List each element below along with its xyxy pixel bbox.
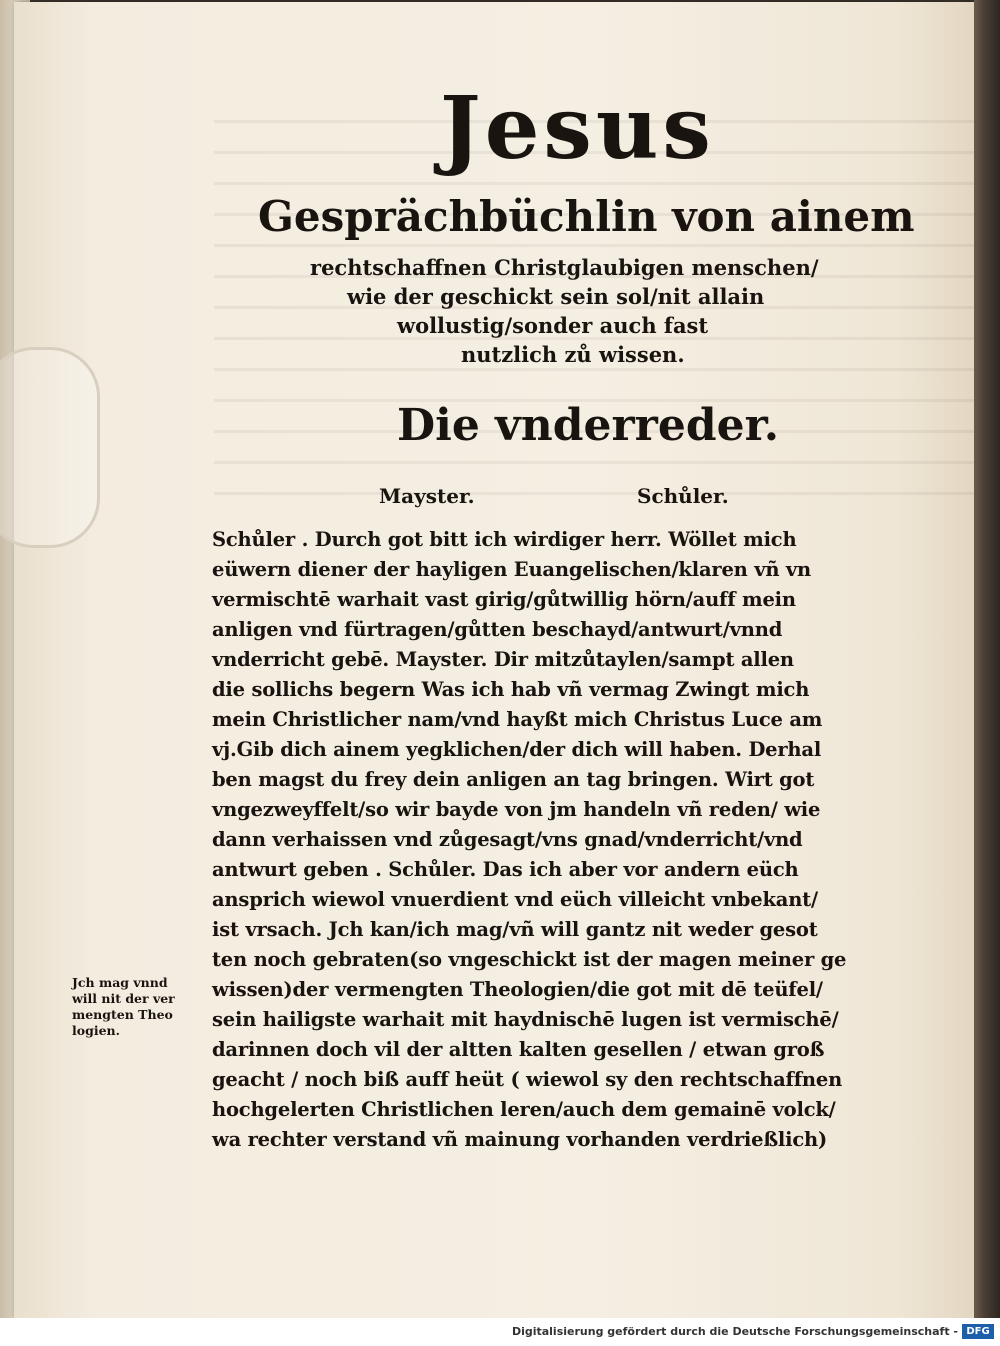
subtitle-main: Gesprächbüchlin von ainem	[258, 192, 915, 241]
margin-note-line: will nit der ver	[72, 991, 175, 1006]
text-line: ben magst du frey dein anligen an tag bringen. Wirt got	[212, 768, 815, 791]
text-line: dann verhaissen vnd zůgesagt/vns gnad/vnderricht/vnd	[212, 828, 803, 851]
text-line: geacht / noch biß auff heüt ( wiewol sy den rechtschaffnen	[212, 1068, 843, 1091]
text-line: sein hailigste warhait mit haydnischē lugen ist vermischē/	[212, 1008, 839, 1031]
body-text	[212, 525, 912, 1155]
paper-clip-shadow	[0, 347, 100, 548]
book-edge	[974, 0, 1000, 1346]
text-line: mein Christlicher nam/vnd hayßt mich Christus Luce am	[212, 708, 823, 731]
text-line: anligen vnd fürtragen/gůtten beschayd/antwurt/vnnd	[212, 618, 783, 641]
speakers-heading: Die vnderreder.	[397, 400, 780, 451]
text-line: ten noch gebraten(so vngeschickt ist der magen meiner ge	[212, 948, 847, 971]
text-line: vnderricht gebē. Mayster. Dir mitzůtaylen/sampt allen	[212, 648, 794, 671]
page-title: Jesus	[440, 78, 715, 179]
text-line: Schůler . Durch got bitt ich wirdiger herr. Wöllet mich	[212, 528, 797, 551]
text-line: hochgelerten Christlichen leren/auch dem gemainē volck/	[212, 1098, 836, 1121]
text-line: wa rechter verstand vñ mainung vorhanden verdrießlich)	[212, 1128, 828, 1151]
margin-note-line: Jch mag vnnd	[72, 975, 168, 990]
text-line: darinnen doch vil der altten kalten gesellen / etwan groß	[212, 1038, 825, 1061]
dfg-logo: DFG	[962, 1324, 994, 1339]
footer-bar	[0, 1318, 1000, 1346]
text-line: eüwern diener der hayligen Euangelischen/klaren vñ vn	[212, 558, 812, 581]
text-line: wissen)der vermengten Theologien/die got mit dē teüfel/	[212, 978, 823, 1001]
margin-note-line: logien.	[72, 1023, 120, 1038]
text-line: vngezweyffelt/so wir bayde von jm handeln vñ reden/ wie	[212, 798, 821, 821]
subtitle-line: wie der geschickt sein sol/nit allain	[347, 284, 765, 309]
speaker-master: Mayster.	[379, 484, 475, 508]
funding-credit: Digitalisierung gefördert durch die Deutsche Forschungsgemeinschaft -	[511, 1325, 958, 1338]
text-line: ist vrsach. Jch kan/ich mag/vñ will gantz nit weder gesot	[212, 918, 818, 941]
text-line: vj.Gib dich ainem yegklichen/der dich will haben. Derhal	[212, 738, 822, 761]
speaker-student: Schůler.	[637, 484, 729, 508]
subtitle-line: rechtschaffnen Christglaubigen menschen/	[310, 255, 819, 280]
margin-note-line: mengten Theo	[72, 1007, 173, 1022]
margin-note	[72, 975, 207, 1039]
text-line: die sollichs begern Was ich hab vñ vermag Zwingt mich	[212, 678, 810, 701]
text-line: vermischtē warhait vast girig/gůtwillig hörn/auff mein	[212, 588, 796, 611]
text-line: antwurt geben . Schůler. Das ich aber vor andern eüch	[212, 858, 799, 881]
subtitle-line: nutzlich zů wissen.	[461, 342, 685, 367]
text-line: ansprich wiewol vnuerdient vnd eüch villeicht vnbekant/	[212, 888, 818, 911]
subtitle-line: wollustig/sonder auch fast	[397, 313, 709, 338]
